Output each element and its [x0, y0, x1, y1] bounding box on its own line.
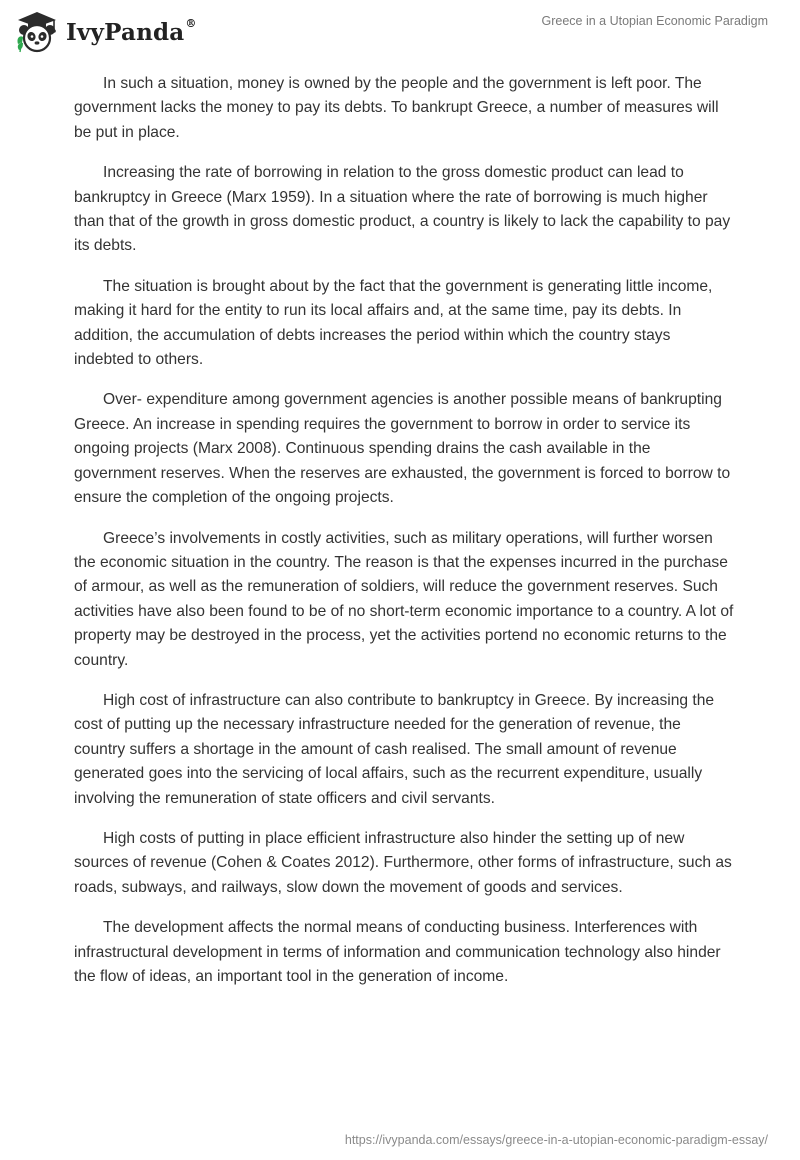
- registered-mark: ®: [185, 16, 197, 30]
- essay-body: [74, 72, 734, 1005]
- essay-paragraph: High costs of putting in place efficient infrastructure also hinder the setting up of new sources of revenue (Cohen & Coates 2012). Furthermore, other forms of infrastructure, such as roads, subways, and railways, slow down the movement of goods and services.: [74, 829, 732, 896]
- essay-paragraph: Greece’s involvements in costly activities, such as military operations, will further worsen the economic situation in the country. The reason is that the expenses incurred in the purchase of armour, as well as the remuneration of soldiers, will reduce the government reserves. Such activities have also been found to be of no short-term economic importance to a country. A lot of property may be destroyed in the process, yet the activities portend no economic returns to the country.: [74, 529, 734, 669]
- panda-graduation-cap-icon: [14, 8, 60, 54]
- source-url-link[interactable]: https://ivypanda.com/essays/greece-in-a-utopian-economic-paradigm-essay/: [344, 1133, 768, 1147]
- page-header: [0, 0, 800, 64]
- essay-paragraph: The situation is brought about by the fact that the government is generating little income, making it hard for the entity to run its local affairs and, at the same time, pay its debts. In addition, the accumulation of debts increases the period within which the country stays indebted to others.: [74, 277, 713, 369]
- essay-paragraph: Increasing the rate of borrowing in relation to the gross domestic product can lead to bankruptcy in Greece (Marx 1959). In a situation where the rate of borrowing is much higher than that of the growth in gross domestic product, a country is likely to lack the capability to pay its debts.: [74, 164, 731, 255]
- essay-paragraph: In such a situation, money is owned by the people and the government is left poor. The government lacks the money to pay its debts. To bankrupt Greece, a number of measures will be put in place.: [74, 75, 719, 141]
- document-title: Greece in a Utopian Economic Paradigm: [541, 14, 768, 28]
- brand-name: IvyPanda®: [66, 16, 197, 46]
- essay-paragraph: The development affects the normal means of conducting business. Interferences with infrastructural development in terms of information and communication technology also hinder the flow of ideas, an important tool in the generation of income.: [74, 919, 721, 985]
- essay-paragraph: Over- expenditure among government agencies is another possible means of bankrupting Greece. An increase in spending requires the government to borrow in order to service its ongoing projects (Marx 2008). Continuous spending drains the cash available in the government reserves. When the reserves are exhausted, the government is forced to borrow to ensure the completion of the ongoing projects.: [74, 391, 731, 507]
- essay-paragraph: High cost of infrastructure can also contribute to bankruptcy in Greece. By increasing the cost of putting up the necessary infrastructure needed for the generation of revenue, the country suffers a shortage in the amount of cash realised. The small amount of revenue generated goes into the servicing of local affairs, such as the recurrent expenditure, usually involving the remuneration of state officers and civil servants.: [74, 691, 715, 807]
- ivypanda-logo[interactable]: [14, 6, 197, 56]
